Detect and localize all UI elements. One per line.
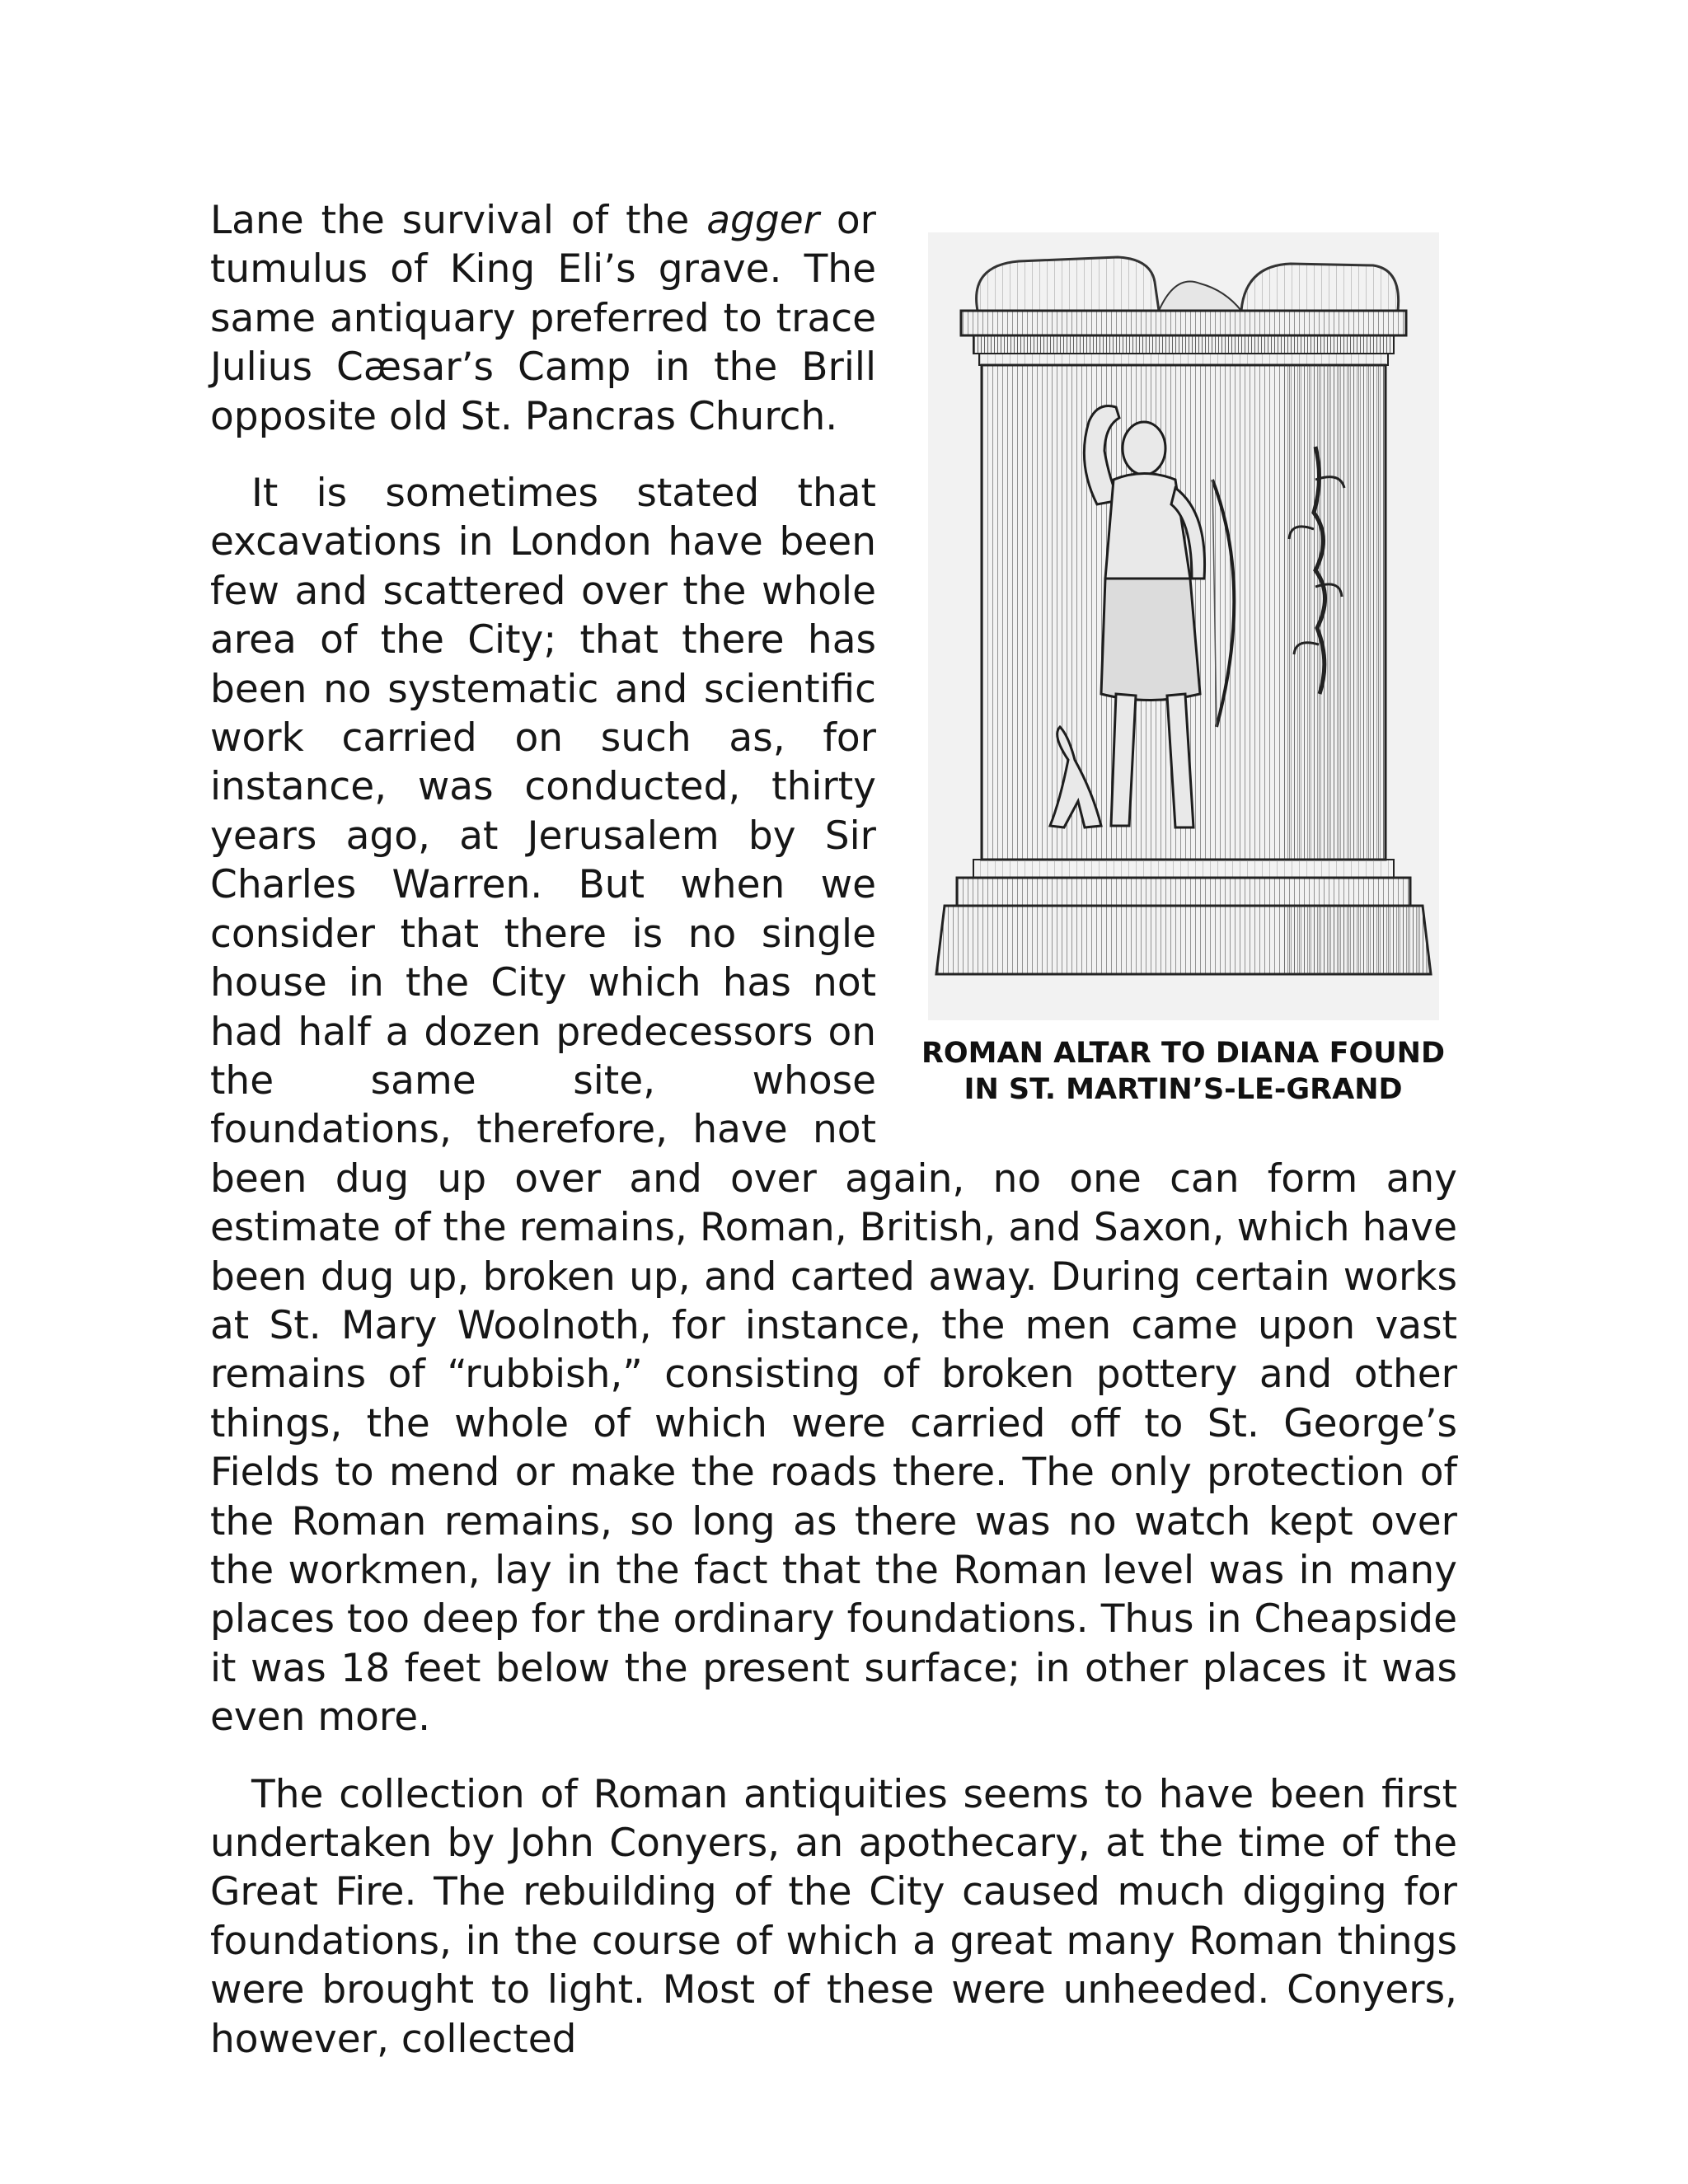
caption-line-2: IN ST. MARTIN’S-LE-GRAND [964, 1073, 1403, 1106]
paragraph-1-italic: agger [706, 198, 819, 243]
figure-caption [909, 1035, 1457, 1108]
altar-figure [909, 232, 1457, 1108]
roman-altar-illustration [928, 232, 1439, 1020]
paragraph-3: The collection of Roman antiquities seems to have been first undertaken by John Conyers, an apothecary, at the time of the Great Fire. The rebuilding of the City caused much digging for foundations, in the course of which a great many Roman things were brought to light. Most of these were unheeded. Conyers, however, collected [210, 1771, 1457, 2062]
paragraph-1-start: Lane the survival of the [210, 198, 707, 243]
paragraph-2: It is sometimes stated that excavations in London have been few and scattered over the whole area of the City; that there has been no systematic and scientific work carried on such as, for instance, was conducted, thirty years ago, at Jerusalem by Sir Charles Warren. But when we consider that there is no single house in the City which has not had half a dozen predecessors on the same site, whose foundations, therefore, have not been dug up over and over again, no one can form any estimate of the remains, Roman, British, and Saxon, which have been dug up, broken up, and carted away. During certain works at St. Mary Woolnoth, for instance, the men came upon vast remains of “rubbish,” consisting of broken pottery and other things, the whole of which were carried off to St. George’s Fields to mend or make the roads there. The only protection of the Roman remains, so long as there was no watch kept over the workmen, lay in the fact that the Roman level was in many places too deep for the ordinary foundations. Thus in Cheapside it was 18 feet below the present surface; in other places it was even more. [210, 471, 1457, 1741]
document-page [210, 196, 1457, 2064]
paragraph-1-end: or tumulus of King Eli’s grave. The same antiquary preferred to trace Julius Cæsar’s Camp in the Brill opposite old St. Pancras Church. [210, 198, 876, 439]
caption-line-1: ROMAN ALTAR TO DIANA FOUND [921, 1037, 1446, 1070]
